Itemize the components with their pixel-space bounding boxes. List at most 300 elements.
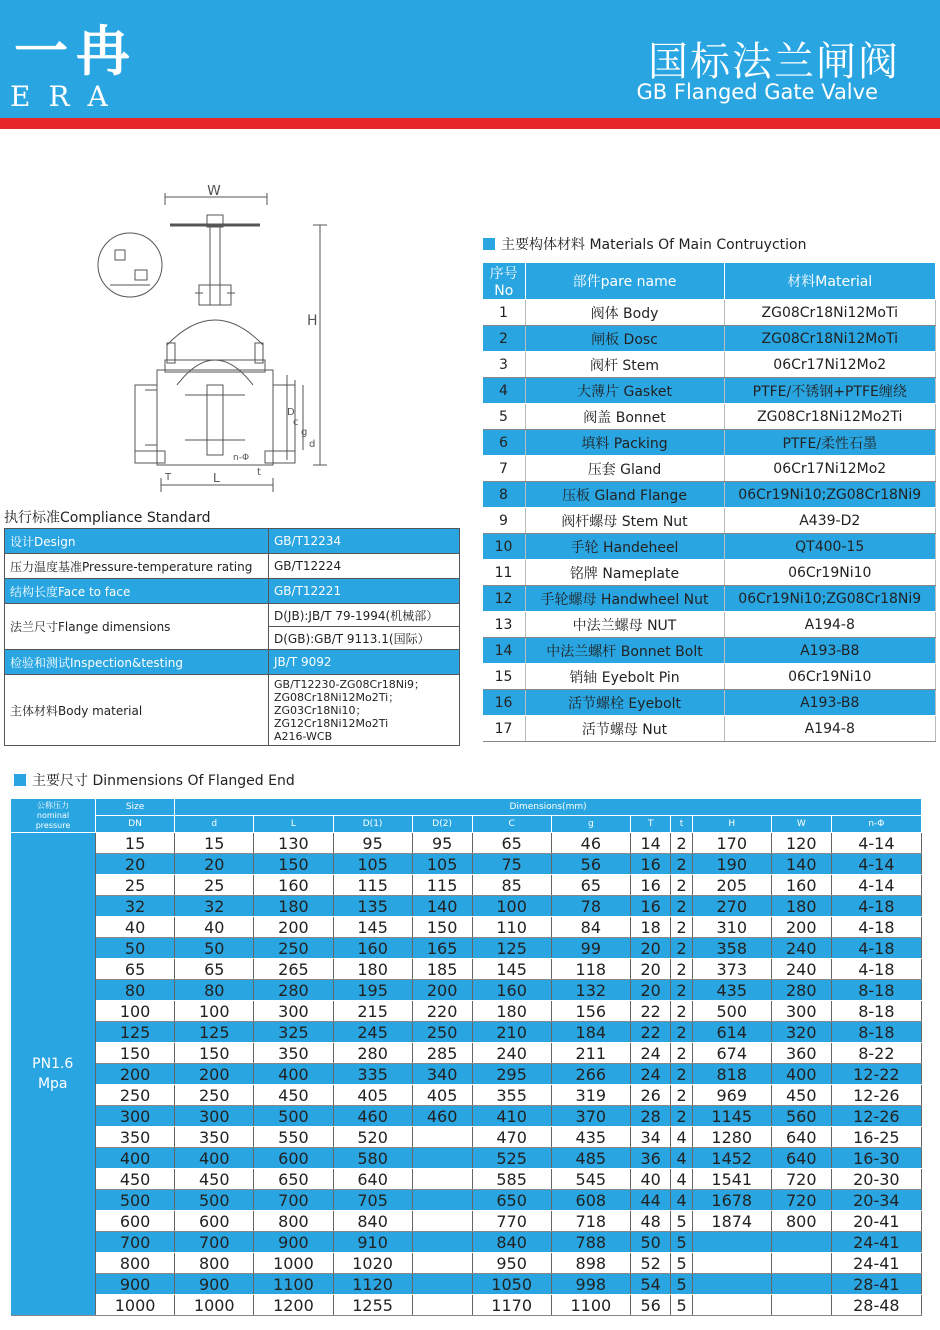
dim-cell [771,1274,831,1295]
dim-cell: 265 [254,959,333,980]
dim-cell: 52 [630,1253,671,1274]
dim-cell: 1050 [472,1274,551,1295]
materials-cell-part: 阀杆 Stem [525,352,724,378]
dim-cell: 900 [96,1274,175,1295]
standard-key: 法兰尺寸Flange dimensions [5,604,269,650]
dim-cell [412,1169,472,1190]
dim-row [11,1148,922,1169]
dim-cell: 700 [96,1232,175,1253]
dim-cell: 20 [630,959,671,980]
dim-cell: 80 [175,980,254,1001]
dim-cell: 500 [692,1001,771,1022]
pressure-class-value: PN1.6 [32,1056,74,1072]
dim-cell: 16-25 [831,1127,921,1148]
dim-cell: 1000 [254,1253,333,1274]
dim-cell: 78 [551,896,630,917]
standard-key: 压力温度基准Pressure-temperature rating [5,554,269,579]
dim-cell: 360 [771,1043,831,1064]
dim-cell: 85 [472,875,551,896]
dim-cell: 898 [551,1253,630,1274]
dim-cell: 18 [630,917,671,938]
dim-cell: 373 [692,959,771,980]
dim-col-header: D(2) [412,816,472,833]
dim-cell: 20-41 [831,1211,921,1232]
dim-cell: 350 [175,1127,254,1148]
dim-cell: 2 [671,1043,692,1064]
dim-cell: 900 [175,1274,254,1295]
dim-cell: 5 [671,1211,692,1232]
dim-cell: 210 [472,1022,551,1043]
logo-chinese: 一冉 [14,20,138,83]
dim-row [11,938,922,959]
dim-row [11,1106,922,1127]
dim-col-header: L [254,816,333,833]
dim-cell: 1000 [96,1295,175,1316]
dim-cell [692,1232,771,1253]
dim-row [11,1169,922,1190]
materials-cell-part: 活节螺母 Nut [525,716,724,742]
dim-cell: 969 [692,1085,771,1106]
dim-cell: 520 [333,1127,412,1148]
dim-cell: 50 [175,938,254,959]
dim-cell: 370 [551,1106,630,1127]
dim-cell: 500 [175,1190,254,1211]
dim-cell: 355 [472,1085,551,1106]
dim-cell: 65 [96,959,175,980]
dim-cell: 770 [472,1211,551,1232]
dim-cell: 800 [254,1211,333,1232]
standard-section-title: 执行标准Compliance Standard [4,510,211,526]
dim-col-header: C [472,816,551,833]
materials-title-text: 主要构体材料 Materials Of Main Contruyction [501,237,807,253]
materials-header-material: 材料Material [724,263,936,300]
standard-value-line: ZG03Cr18Ni10； [274,703,367,717]
dim-cell: 525 [472,1148,551,1169]
materials-row [483,664,936,690]
dim-cell: 44 [630,1190,671,1211]
dim-cell: 600 [175,1211,254,1232]
dim-cell: 460 [333,1106,412,1127]
materials-cell-no: 3 [483,352,526,378]
materials-cell-part: 销轴 Eyebolt Pin [525,664,724,690]
dim-cell: 1541 [692,1169,771,1190]
dim-cell: 674 [692,1043,771,1064]
dim-cell: 20 [630,980,671,1001]
dim-cell: 25 [175,875,254,896]
materials-cell-part: 大薄片 Gasket [525,378,724,404]
standard-row [5,554,460,579]
standard-row [5,650,460,675]
dim-cell: 1678 [692,1190,771,1211]
materials-cell-part: 填料 Packing [525,430,724,456]
dim-cell: 450 [175,1169,254,1190]
dim-cell: 245 [333,1022,412,1043]
dim-cell [412,1127,472,1148]
materials-row [483,560,936,586]
dim-cell: 250 [412,1022,472,1043]
dim-cell: 135 [333,896,412,917]
dim-cell: 115 [333,875,412,896]
dim-cell [692,1295,771,1316]
materials-cell-part: 手轮螺母 Handwheel Nut [525,586,724,612]
materials-cell-no: 14 [483,638,526,664]
page-title-chinese: 国标法兰闸阀 [648,39,900,85]
materials-row [483,612,936,638]
drawing-label-l: L [213,471,220,485]
dim-cell: 240 [771,959,831,980]
dim-cell: 200 [96,1064,175,1085]
dim-cell: 200 [175,1064,254,1085]
dim-cell: 100 [472,896,551,917]
dim-cell: 200 [254,917,333,938]
dim-cell: 40 [175,917,254,938]
section-square-icon [14,774,26,786]
dim-cell: 20-30 [831,1169,921,1190]
dim-cell: 65 [175,959,254,980]
materials-cell-no: 5 [483,404,526,430]
dim-cell: 28-41 [831,1274,921,1295]
materials-row [483,690,936,716]
dim-cell: 800 [96,1253,175,1274]
dim-cell: 1200 [254,1295,333,1316]
dim-cell: 310 [692,917,771,938]
dim-cell: 400 [771,1064,831,1085]
dim-cell: 4-18 [831,959,921,980]
dim-cell [412,1253,472,1274]
dim-cell: 280 [333,1043,412,1064]
dim-cell: 250 [96,1085,175,1106]
materials-row [483,586,936,612]
dim-cell: 250 [175,1085,254,1106]
dim-cell: 788 [551,1232,630,1253]
dim-row [11,1127,922,1148]
materials-cell-no: 9 [483,508,526,534]
dim-cell: 56 [551,854,630,875]
dim-cell: 26 [630,1085,671,1106]
materials-cell-no: 1 [483,300,526,326]
dim-cell [771,1253,831,1274]
dim-cell: 160 [771,875,831,896]
dim-cell: 1020 [333,1253,412,1274]
materials-cell-no: 17 [483,716,526,742]
dim-cell: 405 [412,1085,472,1106]
dim-cell: 211 [551,1043,630,1064]
dim-cell: 350 [254,1043,333,1064]
dim-row [11,1022,922,1043]
dim-cell: 5 [671,1253,692,1274]
drawing-label-h: H [307,313,318,329]
dim-cell: 145 [333,917,412,938]
dim-cell: 240 [472,1043,551,1064]
dim-cell: 190 [692,854,771,875]
standard-value: D(GB):GB/T 9113.1(国际） [269,627,460,650]
dim-cell: 8-18 [831,1001,921,1022]
materials-cell-part: 闸板 Dosc [525,326,724,352]
dim-cell: 325 [254,1022,333,1043]
materials-cell-mat: A194-8 [724,612,936,638]
dim-cell: 405 [333,1085,412,1106]
standard-value-line: JB/T 9092 [274,654,332,669]
materials-cell-part: 阀体 Body [525,300,724,326]
dim-cell: 160 [254,875,333,896]
materials-cell-part: 阀杆螺母 Stem Nut [525,508,724,534]
dim-cell: 180 [333,959,412,980]
standard-key: 主体材料Body material [5,675,269,746]
dim-cell: 180 [771,896,831,917]
dimensions-table [10,798,922,1316]
dim-cell: 2 [671,854,692,875]
dim-cell: 435 [551,1127,630,1148]
drawing-label-t-large: T [165,472,172,483]
dim-cell: 28-48 [831,1295,921,1316]
standard-value-line: ZG12Cr18Ni12Mo2Ti [274,716,389,730]
dim-cell: 14 [630,833,671,854]
dim-cell: 20 [175,854,254,875]
dim-cell: 200 [412,980,472,1001]
dim-cell: 2 [671,1106,692,1127]
dim-cell: 1100 [254,1274,333,1295]
logo-english: ERA [10,80,126,113]
dim-cell: 24-41 [831,1232,921,1253]
standard-value-line: GB/T12230-ZG08Cr18Ni9； [274,677,425,691]
dim-col-header: D(1) [333,816,412,833]
dim-col-header: t [671,816,692,833]
materials-row [483,534,936,560]
dim-cell: 150 [412,917,472,938]
dim-cell: 400 [175,1148,254,1169]
dim-row [11,1232,922,1253]
dim-cell: 1170 [472,1295,551,1316]
dim-cell: 4-14 [831,854,921,875]
dim-cell: 8-18 [831,980,921,1001]
materials-cell-mat: A193-B8 [724,690,936,716]
dim-cell: 818 [692,1064,771,1085]
dim-row [11,854,922,875]
dim-cell: 4-18 [831,917,921,938]
dim-cell: 2 [671,833,692,854]
dim-row [11,1211,922,1232]
dim-cell: 150 [96,1043,175,1064]
dim-cell: 46 [551,833,630,854]
dim-cell: 125 [472,938,551,959]
dim-cell: 1280 [692,1127,771,1148]
materials-row [483,300,936,326]
standard-value-line: GB/T12224 [274,558,342,573]
materials-cell-no: 10 [483,534,526,560]
dim-cell: 545 [551,1169,630,1190]
dim-cell: 4-14 [831,875,921,896]
dim-cell: 22 [630,1001,671,1022]
dim-row [11,875,922,896]
dim-cell: 24 [630,1043,671,1064]
dim-cell: 280 [254,980,333,1001]
dim-cell: 4-18 [831,896,921,917]
dim-cell: 608 [551,1190,630,1211]
dim-row [11,896,922,917]
materials-cell-no: 15 [483,664,526,690]
materials-cell-mat: 06Cr17Ni12Mo2 [724,352,936,378]
dim-cell: 56 [630,1295,671,1316]
dim-cell: 40 [630,1169,671,1190]
dim-cell: 22 [630,1022,671,1043]
standard-value [269,579,460,604]
dim-cell: 16-30 [831,1148,921,1169]
dim-row [11,980,922,1001]
compliance-standard-table [4,528,460,746]
dim-cell [771,1295,831,1316]
dim-row [11,1253,922,1274]
dim-cell: 4 [671,1148,692,1169]
dim-cell: 410 [472,1106,551,1127]
dim-cell: 132 [551,980,630,1001]
materials-cell-mat: A439-D2 [724,508,936,534]
dim-cell: 1145 [692,1106,771,1127]
standard-value [269,650,460,675]
materials-cell-part: 中法兰螺杆 Bonnet Bolt [525,638,724,664]
dim-cell: 650 [254,1169,333,1190]
materials-cell-part: 手轮 Handeheel [525,534,724,560]
materials-cell-mat: 06Cr19Ni10 [724,664,936,690]
dim-cell: 100 [175,1001,254,1022]
dim-cell: 205 [692,875,771,896]
materials-cell-part: 铭牌 Nameplate [525,560,724,586]
materials-cell-mat: PTFE/柔性石墨 [724,430,936,456]
dim-cell: 115 [412,875,472,896]
dim-cell: 2 [671,1085,692,1106]
dim-cell: 270 [692,896,771,917]
dim-cell: 470 [472,1127,551,1148]
dim-cell: 48 [630,1211,671,1232]
standard-row [5,529,460,554]
drawing-label-d-outer: D [287,407,295,418]
drawing-label-g: g [301,427,308,438]
dim-cell: 358 [692,938,771,959]
dim-cell: 900 [254,1232,333,1253]
dim-cell: 700 [254,1190,333,1211]
dim-cell: 800 [175,1253,254,1274]
dim-cell: 1100 [551,1295,630,1316]
dim-cell: 32 [175,896,254,917]
dim-cell: 185 [412,959,472,980]
standard-value: D(JB):JB/T 79-1994(机械部） [269,604,460,627]
dim-cell: 25 [96,875,175,896]
dim-cell: 4 [671,1190,692,1211]
dim-cell: 640 [333,1169,412,1190]
materials-header-no: 序号 No [483,263,526,300]
dim-cell [412,1295,472,1316]
dim-cell [692,1253,771,1274]
dim-cell: 15 [175,833,254,854]
standard-value-line: GB/T12234 [274,533,342,548]
dim-row [11,1190,922,1211]
dimensions-header: Dimensions(mm) [175,799,922,816]
dim-cell: 12-26 [831,1085,921,1106]
dim-cell: 184 [551,1022,630,1043]
pressure-header: 公称压力 nominal pressure [11,799,96,833]
page-title-english: GB Flanged Gate Valve [636,80,878,104]
dim-cell: 2 [671,1064,692,1085]
dim-cell: 1120 [333,1274,412,1295]
dimensions-section-title [14,770,295,790]
materials-cell-no: 8 [483,482,526,508]
dim-row [11,959,922,980]
dimensions-title-text: 主要尺寸 Dinmensions Of Flanged End [32,773,295,789]
dim-cell: 350 [96,1127,175,1148]
standard-value [269,675,460,746]
dim-cell: 640 [771,1127,831,1148]
drawing-label-n-phi: n-Φ [233,453,250,463]
materials-cell-part: 活节螺栓 Eyebolt [525,690,724,716]
dim-cell: 720 [771,1169,831,1190]
dim-cell: 1874 [692,1211,771,1232]
dim-cell: 140 [412,896,472,917]
dim-cell: 2 [671,980,692,1001]
dim-cell [412,1190,472,1211]
materials-cell-no: 7 [483,456,526,482]
dim-cell: 2 [671,875,692,896]
dim-cell: 718 [551,1211,630,1232]
dim-cell: 170 [692,833,771,854]
dim-cell: 300 [254,1001,333,1022]
dim-row [11,917,922,938]
dim-col-header: T [630,816,671,833]
drawing-label-c: c [293,417,299,428]
dim-col-header: H [692,816,771,833]
materials-section-title [483,234,806,254]
dim-cell [771,1232,831,1253]
dim-cell: 700 [175,1232,254,1253]
dim-cell: 1255 [333,1295,412,1316]
dim-cell: 36 [630,1148,671,1169]
materials-cell-mat: ZG08Cr18Ni12Mo2Ti [724,404,936,430]
materials-cell-no: 13 [483,612,526,638]
standard-value-line: GB/T12221 [274,583,342,598]
materials-cell-no: 6 [483,430,526,456]
materials-row [483,508,936,534]
dim-cell: 20 [630,938,671,959]
materials-row [483,638,936,664]
materials-table [482,262,936,742]
materials-cell-part: 阀盖 Bonnet [525,404,724,430]
dim-cell: 585 [472,1169,551,1190]
dim-cell: 4-18 [831,938,921,959]
dim-col-header: W [771,816,831,833]
standard-key: 设计Design [5,529,269,554]
dim-cell: 130 [254,833,333,854]
dim-cell: 5 [671,1295,692,1316]
dim-cell: 2 [671,1001,692,1022]
materials-cell-no: 16 [483,690,526,716]
dim-cell: 250 [254,938,333,959]
dim-cell: 4 [671,1127,692,1148]
dim-cell: 84 [551,917,630,938]
dim-cell: 560 [771,1106,831,1127]
dim-col-header: n-Φ [831,816,921,833]
dim-cell: 910 [333,1232,412,1253]
dim-cell: 75 [472,854,551,875]
dim-cell: 125 [96,1022,175,1043]
dim-cell: 320 [771,1022,831,1043]
materials-row [483,378,936,404]
standard-value [269,554,460,579]
dim-cell: 450 [254,1085,333,1106]
dim-cell: 300 [96,1106,175,1127]
dim-cell: 180 [472,1001,551,1022]
materials-cell-mat: 06Cr19Ni10;ZG08Cr18Ni9 [724,482,936,508]
dim-cell: 16 [630,854,671,875]
dim-cell [412,1232,472,1253]
dim-cell: 100 [96,1001,175,1022]
